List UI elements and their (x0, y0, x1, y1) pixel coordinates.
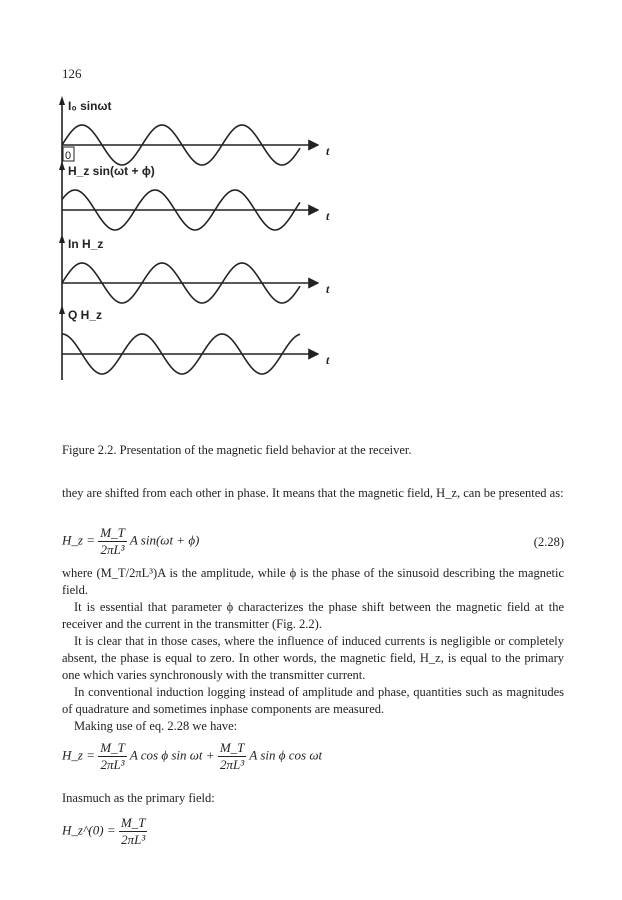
paragraph-2: where (M_T/2πL³)A is the amplitude, while ϕ is the phase of the sinusoid describing the magnetic field. (62, 566, 564, 597)
eq2-numerator-2: M_T (219, 740, 245, 755)
paragraph-3: It is essential that parameter ϕ characterizes the phase shift between the magnetic field at the receiver and the current in the transmitter (Fig. 2.2). (62, 600, 564, 631)
eq3-numerator: M_T (120, 815, 146, 830)
eq1-rhs: A sin(ωt + ϕ) (129, 532, 200, 548)
axis-arrow-up (59, 161, 65, 170)
plot-label: I₀ sinωt (68, 99, 112, 113)
figure-waveforms (0, 0, 622, 440)
eq3-denominator: 2πL³ (121, 832, 146, 847)
eq2-end: A sin ϕ cos ωt (249, 747, 323, 763)
page-number: 126 (62, 66, 82, 81)
eq1-fraction (98, 525, 127, 558)
paragraph-5: In conventional induction logging instead of amplitude and phase, quantities such as magnitudes of quadrature and sometimes inphase components are measured. (62, 685, 564, 716)
paragraph-6: Making use of eq. 2.28 we have: (74, 719, 238, 733)
plot-label: In H_z (68, 237, 104, 251)
eq3-fraction (119, 815, 148, 848)
plot-label: Q H_z (68, 308, 103, 322)
eq1-denominator: 2πL³ (100, 542, 125, 557)
equation-primary-field (62, 815, 147, 848)
axis-arrow-up (59, 234, 65, 243)
equation-number: (2.28) (533, 535, 564, 549)
eq2-numerator-1: M_T (100, 740, 125, 755)
eq2-fraction-2 (218, 740, 247, 773)
eq2-denominator-2: 2πL³ (220, 757, 245, 772)
figure-caption: Figure 2.2. Presentation of the magnetic field behavior at the receiver. (62, 443, 412, 457)
paragraph-7: Inasmuch as the primary field: (62, 791, 215, 805)
eq2-fraction-1 (98, 740, 127, 773)
axis-arrow-up (59, 305, 65, 314)
axis-t-label: t (326, 144, 330, 158)
eq1-numerator: M_T (100, 525, 125, 540)
plot-label: H_z sin(ωt + ϕ) (68, 164, 155, 178)
axis-arrow-up (59, 96, 65, 105)
origin-label: 0 (65, 150, 72, 162)
paragraph-1: they are shifted from each other in phase. It means that the magnetic field, H_z, can be presented as: (62, 486, 564, 500)
equation-hz-expanded (62, 740, 322, 773)
equation-2-28 (62, 525, 199, 558)
axis-t-label: t (326, 282, 330, 296)
eq2-mid: A cos ϕ sin ωt + (129, 747, 215, 763)
axis-t-label: t (326, 209, 330, 223)
eq1-lhs: H_z = (62, 532, 95, 548)
eq2-denominator-1: 2πL³ (100, 757, 125, 772)
axis-t-label: t (326, 353, 330, 367)
eq2-lhs: H_z = (62, 747, 95, 763)
paragraph-4: It is clear that in those cases, where the influence of induced currents is negligible or completely absent, the phase is equal to zero. In other words, the magnetic field, H_z, is equal to the primary one which varies synchronously with the transmitter current. (62, 634, 564, 682)
eq3-lhs: H_z^(0) = (62, 822, 116, 838)
